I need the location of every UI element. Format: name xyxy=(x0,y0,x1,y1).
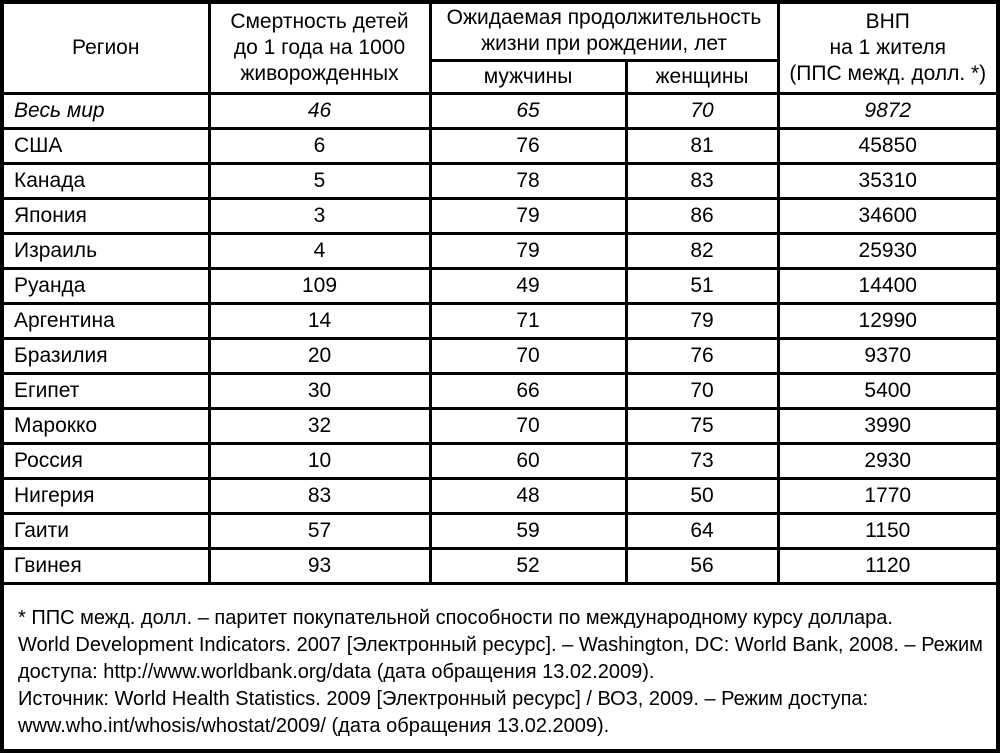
footnote-line: Источник: World Health Statistics. 2009 [Электронный ресурс] / ВОЗ, 2009. – Режим доступа: xyxy=(18,687,869,710)
gnp-cell: 12990 xyxy=(778,303,996,338)
region-cell: Россия xyxy=(4,443,209,478)
life-expectancy-men-cell: 48 xyxy=(430,478,626,513)
table-row xyxy=(4,233,996,268)
gnp-cell: 34600 xyxy=(778,198,996,233)
infant-mortality-cell: 4 xyxy=(209,233,430,268)
life-expectancy-women-cell: 79 xyxy=(626,303,778,338)
region-cell: Япония xyxy=(4,198,209,233)
life-expectancy-men-cell: 59 xyxy=(430,513,626,548)
footnote-line: доступа: http://www.worldbank.org/data (дата обращения 13.02.2009). xyxy=(18,660,655,683)
life-expectancy-men-cell: 79 xyxy=(430,233,626,268)
life-expectancy-women-cell: 73 xyxy=(626,443,778,478)
region-cell: Бразилия xyxy=(4,338,209,373)
region-cell: США xyxy=(4,128,209,163)
life-expectancy-women-cell: 51 xyxy=(626,268,778,303)
header-gnp-line: на 1 жителя xyxy=(829,35,946,59)
table-row xyxy=(4,268,996,303)
header-life-expectancy-line: Ожидаемая продолжительность xyxy=(446,6,762,30)
gnp-cell: 1770 xyxy=(778,478,996,513)
region-cell: Израиль xyxy=(4,233,209,268)
table-row xyxy=(4,198,996,233)
life-expectancy-women-cell: 70 xyxy=(626,93,778,128)
region-cell: Весь мир xyxy=(4,93,209,128)
table-body xyxy=(4,93,996,582)
infant-mortality-cell: 30 xyxy=(209,373,430,408)
gnp-cell: 9370 xyxy=(778,338,996,373)
region-cell: Марокко xyxy=(4,408,209,443)
footnote xyxy=(4,582,996,750)
life-expectancy-men-cell: 78 xyxy=(430,163,626,198)
gnp-cell: 1150 xyxy=(778,513,996,548)
infant-mortality-cell: 20 xyxy=(209,338,430,373)
statistics-table xyxy=(4,4,996,582)
infant-mortality-cell: 5 xyxy=(209,163,430,198)
region-cell: Нигерия xyxy=(4,478,209,513)
gnp-cell: 35310 xyxy=(778,163,996,198)
table-row xyxy=(4,338,996,373)
gnp-cell: 1120 xyxy=(778,548,996,582)
region-cell: Аргентина xyxy=(4,303,209,338)
gnp-cell: 45850 xyxy=(778,128,996,163)
life-expectancy-women-cell: 83 xyxy=(626,163,778,198)
life-expectancy-women-cell: 76 xyxy=(626,338,778,373)
gnp-cell: 25930 xyxy=(778,233,996,268)
footnote-line: World Development Indicators. 2007 [Электронный ресурс]. – Washington, DC: World Bank, 2008. – Режим xyxy=(18,633,983,656)
region-cell: Гвинея xyxy=(4,548,209,582)
header-region: Регион xyxy=(4,4,209,93)
table-row xyxy=(4,93,996,128)
life-expectancy-women-cell: 81 xyxy=(626,128,778,163)
header-men: мужчины xyxy=(430,60,626,93)
table-row xyxy=(4,128,996,163)
infant-mortality-cell: 14 xyxy=(209,303,430,338)
infant-mortality-cell: 83 xyxy=(209,478,430,513)
table-row xyxy=(4,443,996,478)
life-expectancy-men-cell: 79 xyxy=(430,198,626,233)
table-row xyxy=(4,373,996,408)
region-cell: Канада xyxy=(4,163,209,198)
table-row xyxy=(4,548,996,582)
gnp-cell: 2930 xyxy=(778,443,996,478)
life-expectancy-men-cell: 66 xyxy=(430,373,626,408)
gnp-cell: 3990 xyxy=(778,408,996,443)
table-row xyxy=(4,408,996,443)
header-infant-mortality xyxy=(209,4,430,93)
life-expectancy-women-cell: 86 xyxy=(626,198,778,233)
header-life-expectancy-line: жизни при рождении, лет xyxy=(481,32,727,56)
life-expectancy-men-cell: 52 xyxy=(430,548,626,582)
life-expectancy-men-cell: 65 xyxy=(430,93,626,128)
infant-mortality-cell: 3 xyxy=(209,198,430,233)
footnote-line: www.who.int/whosis/whostat/2009/ (дата обращения 13.02.2009). xyxy=(18,714,610,737)
region-cell: Гаити xyxy=(4,513,209,548)
life-expectancy-men-cell: 70 xyxy=(430,338,626,373)
infant-mortality-cell: 10 xyxy=(209,443,430,478)
header-gnp-line: (ППС межд. долл. *) xyxy=(789,61,987,85)
table-row xyxy=(4,513,996,548)
header-infant-mortality-line: до 1 года на 1000 xyxy=(233,35,406,59)
gnp-cell: 9872 xyxy=(778,93,996,128)
gnp-cell: 5400 xyxy=(778,373,996,408)
life-expectancy-men-cell: 70 xyxy=(430,408,626,443)
table-row xyxy=(4,478,996,513)
infant-mortality-cell: 109 xyxy=(209,268,430,303)
header-gnp xyxy=(778,4,996,93)
life-expectancy-women-cell: 82 xyxy=(626,233,778,268)
footnote-line: * ППС межд. долл. – паритет покупательной способности по международному курсу доллара. xyxy=(18,606,893,629)
life-expectancy-men-cell: 60 xyxy=(430,443,626,478)
life-expectancy-women-cell: 75 xyxy=(626,408,778,443)
infant-mortality-cell: 32 xyxy=(209,408,430,443)
header-women: женщины xyxy=(626,60,778,93)
life-expectancy-women-cell: 64 xyxy=(626,513,778,548)
infant-mortality-cell: 46 xyxy=(209,93,430,128)
life-expectancy-women-cell: 70 xyxy=(626,373,778,408)
region-cell: Египет xyxy=(4,373,209,408)
infant-mortality-cell: 6 xyxy=(209,128,430,163)
life-expectancy-men-cell: 76 xyxy=(430,128,626,163)
region-cell: Руанда xyxy=(4,268,209,303)
header-infant-mortality-line: Смертность детей xyxy=(230,9,409,33)
table-row xyxy=(4,303,996,338)
header-gnp-line: ВНП xyxy=(865,9,910,33)
table-header xyxy=(4,4,996,93)
life-expectancy-women-cell: 56 xyxy=(626,548,778,582)
gnp-cell: 14400 xyxy=(778,268,996,303)
life-expectancy-men-cell: 71 xyxy=(430,303,626,338)
life-expectancy-men-cell: 49 xyxy=(430,268,626,303)
infant-mortality-cell: 57 xyxy=(209,513,430,548)
life-expectancy-women-cell: 50 xyxy=(626,478,778,513)
header-life-expectancy xyxy=(430,4,778,60)
infant-mortality-cell: 93 xyxy=(209,548,430,582)
header-infant-mortality-line: живорожденных xyxy=(240,61,399,85)
table-row xyxy=(4,163,996,198)
